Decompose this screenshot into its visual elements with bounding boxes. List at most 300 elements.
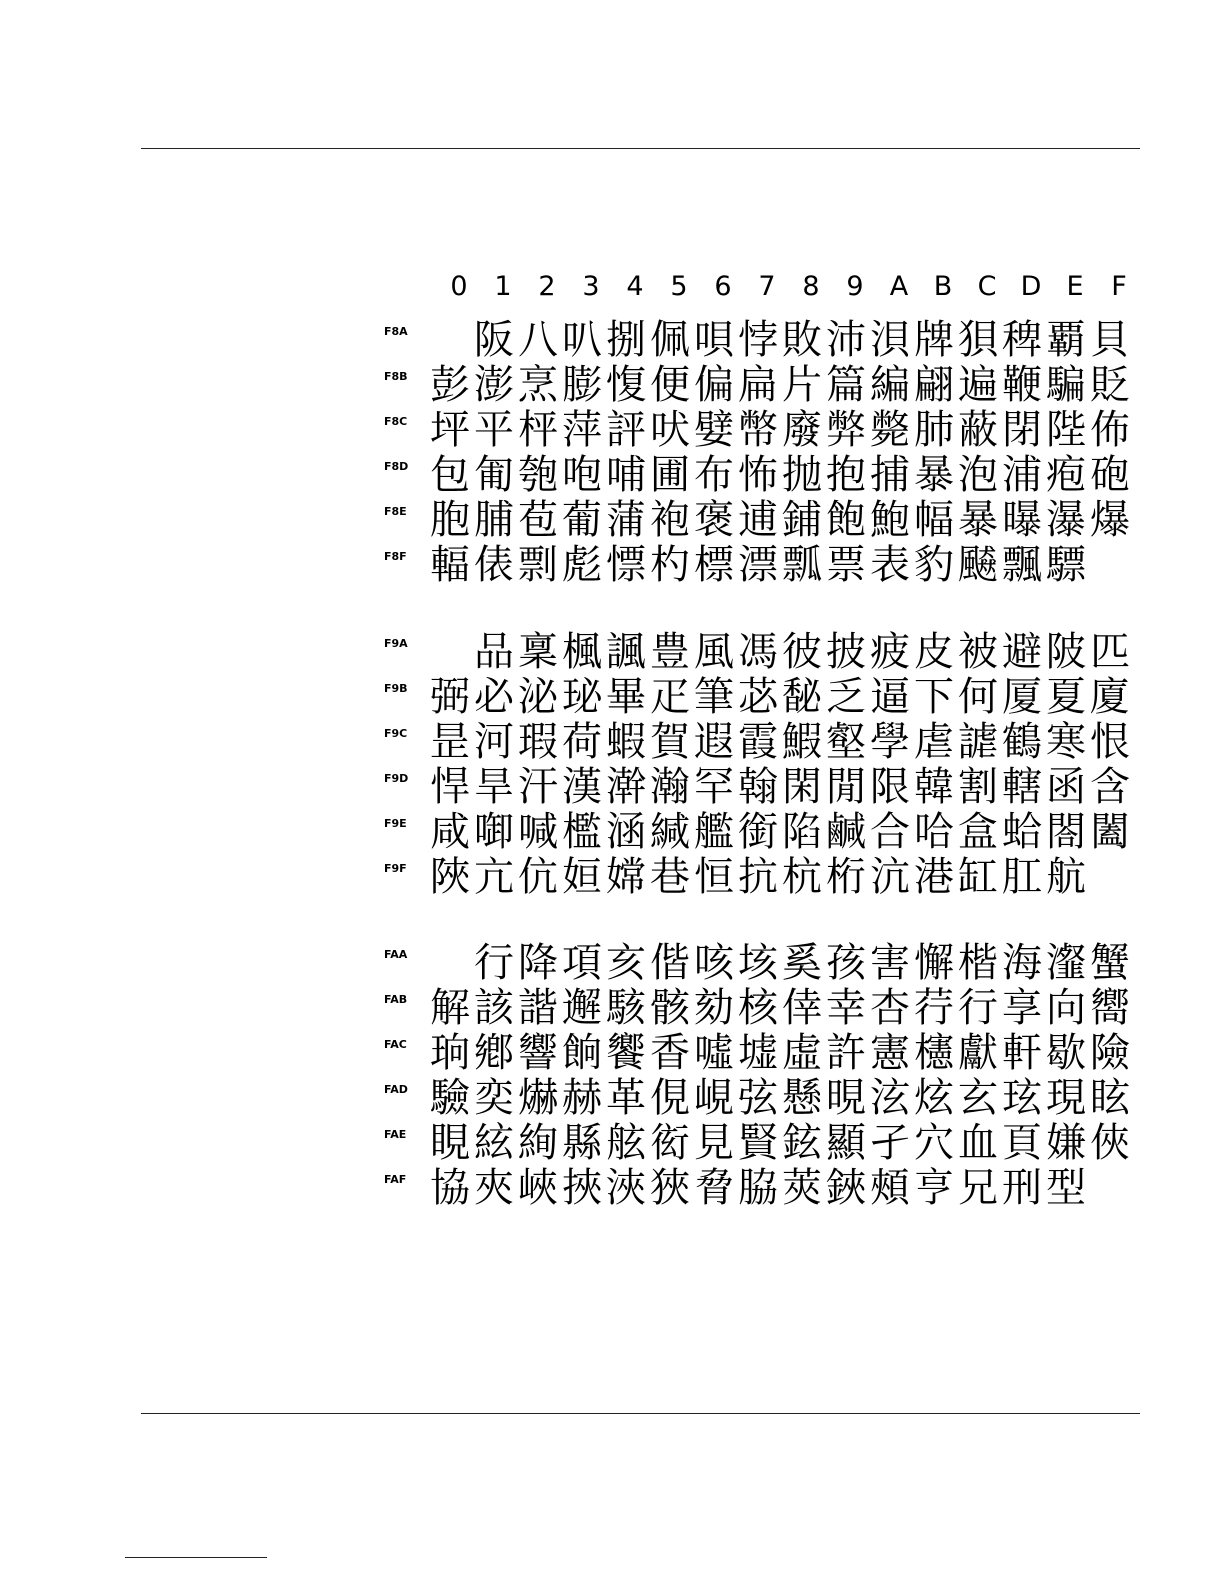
glyph-cell: 巷 — [650, 855, 690, 900]
glyph-cell: 下 — [914, 675, 954, 720]
glyph-cell: 嚮 — [1090, 986, 1130, 1031]
glyph-cell: 俵 — [474, 543, 514, 588]
glyph-cell: 澎 — [474, 363, 514, 408]
column-header: 5 — [670, 271, 688, 302]
glyph-cell: 赫 — [562, 1076, 602, 1121]
glyph-cell: 廈 — [1090, 675, 1130, 720]
glyph-cell: 廢 — [782, 408, 822, 453]
glyph-cell: 虐 — [914, 720, 954, 765]
glyph-cell: 暴 — [958, 498, 998, 543]
row-cells — [428, 453, 1132, 498]
glyph-cell: 疋 — [650, 675, 690, 720]
glyph-cell: 貶 — [1090, 363, 1130, 408]
row-cells — [428, 498, 1132, 543]
glyph-cell: 悍 — [430, 765, 470, 810]
glyph-cell: 俔 — [650, 1076, 690, 1121]
glyph-cell: 函 — [1046, 765, 1086, 810]
glyph-cell: 肺 — [914, 408, 954, 453]
glyph-cell: 海 — [1002, 941, 1042, 986]
code-block-f8 — [384, 318, 1132, 588]
glyph-cell: 害 — [870, 941, 910, 986]
column-header: 9 — [846, 271, 864, 302]
footnote-rule — [125, 1557, 267, 1558]
glyph-cell: 響 — [518, 1031, 558, 1076]
glyph-cell: 革 — [606, 1076, 646, 1121]
glyph-cell: 怖 — [738, 453, 778, 498]
glyph-cell: 型 — [1046, 1166, 1086, 1211]
row-cells — [428, 363, 1132, 408]
table-row — [384, 855, 1132, 900]
glyph-cell: 櫶 — [914, 1031, 954, 1076]
glyph-cell: 閑 — [782, 765, 822, 810]
glyph-cell: 驗 — [430, 1076, 470, 1121]
row-cells — [428, 408, 1132, 453]
row-cells — [428, 1121, 1132, 1166]
glyph-cell: 評 — [606, 408, 646, 453]
glyph-cell: 鋏 — [826, 1166, 866, 1211]
glyph-cell: 曝 — [1002, 498, 1042, 543]
glyph-cell: 避 — [1002, 630, 1042, 675]
glyph-cell: 解 — [430, 986, 470, 1031]
glyph-cell: 骸 — [650, 986, 690, 1031]
glyph-cell: 唄 — [694, 318, 734, 363]
glyph-cell: 飇 — [958, 543, 998, 588]
glyph-cell: 八 — [518, 318, 558, 363]
glyph-cell: 絃 — [474, 1121, 514, 1166]
glyph-cell: 鮑 — [870, 498, 910, 543]
glyph-cell: 墟 — [738, 1031, 778, 1076]
glyph-cell: 遐 — [694, 720, 734, 765]
glyph-cell: 航 — [1046, 855, 1086, 900]
glyph-cell: 沛 — [826, 318, 866, 363]
table-row — [384, 986, 1132, 1031]
table-row — [384, 318, 1132, 363]
glyph-cell: 悖 — [738, 318, 778, 363]
glyph-cell: 布 — [694, 453, 734, 498]
row-code-label: F9C — [384, 727, 408, 740]
glyph-cell: 浦 — [1002, 453, 1042, 498]
glyph-cell: 歇 — [1046, 1031, 1086, 1076]
header-rule — [141, 148, 1140, 149]
glyph-cell: 現 — [1046, 1076, 1086, 1121]
glyph-cell: 寒 — [1046, 720, 1086, 765]
glyph-cell: 玄 — [958, 1076, 998, 1121]
glyph-cell: 爀 — [518, 1076, 558, 1121]
glyph-cell: 飄 — [1002, 543, 1042, 588]
row-cells — [428, 543, 1132, 588]
glyph-cell: 褒 — [694, 498, 734, 543]
glyph-cell: 苾 — [738, 675, 778, 720]
glyph-cell: 幸 — [826, 986, 866, 1031]
glyph-cell: 苞 — [518, 498, 558, 543]
code-block-f9 — [384, 630, 1132, 900]
glyph-cell: 疲 — [870, 630, 910, 675]
glyph-cell: 稟 — [518, 630, 558, 675]
glyph-cell: 袍 — [650, 498, 690, 543]
row-code-label: FAD — [384, 1083, 408, 1096]
table-row — [384, 765, 1132, 810]
glyph-cell: 便 — [650, 363, 690, 408]
glyph-cell: 噓 — [694, 1031, 734, 1076]
row-code-label: FAC — [384, 1038, 407, 1051]
row-code-label: F9E — [384, 817, 407, 830]
row-cells — [428, 675, 1132, 720]
glyph-cell: 見 — [694, 1121, 734, 1166]
glyph-cell: 協 — [430, 1166, 470, 1211]
glyph-cell: 絢 — [518, 1121, 558, 1166]
glyph-cell: 蔽 — [958, 408, 998, 453]
glyph-cell: 香 — [650, 1031, 690, 1076]
glyph-cell: 珌 — [562, 675, 602, 720]
glyph-cell: 旱 — [474, 765, 514, 810]
glyph-cell: 咆 — [562, 453, 602, 498]
glyph-cell: 杓 — [650, 543, 690, 588]
glyph-cell: 晛 — [826, 1076, 866, 1121]
row-code-label: F9D — [384, 772, 409, 785]
glyph-cell: 含 — [1090, 765, 1130, 810]
glyph-cell: 兄 — [958, 1166, 998, 1211]
glyph-cell: 懈 — [914, 941, 954, 986]
glyph-cell: 篇 — [826, 363, 866, 408]
glyph-cell: 彼 — [782, 630, 822, 675]
glyph-cell: 枰 — [518, 408, 558, 453]
glyph-cell: 豹 — [914, 543, 954, 588]
glyph-cell: 向 — [1046, 986, 1086, 1031]
row-cells — [428, 941, 1132, 986]
glyph-cell: 俠 — [1090, 1121, 1130, 1166]
glyph-cell: 泡 — [958, 453, 998, 498]
glyph-cell: 學 — [870, 720, 910, 765]
glyph-cell: 弼 — [430, 675, 470, 720]
glyph-cell: 炫 — [914, 1076, 954, 1121]
glyph-cell: 謔 — [958, 720, 998, 765]
glyph-cell: 峴 — [694, 1076, 734, 1121]
glyph-cell: 瀣 — [1046, 941, 1086, 986]
glyph-cell: 鶴 — [1002, 720, 1042, 765]
glyph-cell: 行 — [474, 941, 514, 986]
glyph-cell: 葡 — [562, 498, 602, 543]
glyph-cell: 覇 — [1046, 318, 1086, 363]
glyph-cell: 抗 — [738, 855, 778, 900]
table-row — [384, 720, 1132, 765]
glyph-cell: 表 — [870, 543, 910, 588]
glyph-cell — [1088, 855, 1132, 900]
column-header: 8 — [802, 271, 820, 302]
glyph-cell: 賀 — [650, 720, 690, 765]
glyph-cell: 顯 — [826, 1121, 866, 1166]
glyph-cell: 恒 — [694, 855, 734, 900]
glyph-cell: 佩 — [650, 318, 690, 363]
glyph-cell: 鞭 — [1002, 363, 1042, 408]
glyph-cell: 愎 — [606, 363, 646, 408]
glyph-cell: 慓 — [606, 543, 646, 588]
row-code-label: F9A — [384, 637, 408, 650]
column-header: 1 — [494, 271, 512, 302]
glyph-cell: 脯 — [474, 498, 514, 543]
glyph-cell: 斃 — [870, 408, 910, 453]
glyph-cell: 肛 — [1002, 855, 1042, 900]
glyph-cell: 瓢 — [782, 543, 822, 588]
glyph-cell: 駭 — [606, 986, 646, 1031]
glyph-cell: 挾 — [562, 1166, 602, 1211]
glyph-cell: 楓 — [562, 630, 602, 675]
glyph-cell: 享 — [1002, 986, 1042, 1031]
glyph-cell: 憲 — [870, 1031, 910, 1076]
glyph-cell: 漢 — [562, 765, 602, 810]
glyph-cell: 汗 — [518, 765, 558, 810]
glyph-cell: 陜 — [430, 855, 470, 900]
glyph-cell: 伉 — [518, 855, 558, 900]
glyph-cell: 壑 — [826, 720, 866, 765]
glyph-cell: 孑 — [870, 1121, 910, 1166]
table-row — [384, 408, 1132, 453]
glyph-cell: 緘 — [650, 810, 690, 855]
table-row — [384, 941, 1132, 986]
glyph-cell: 瀚 — [650, 765, 690, 810]
column-header: 7 — [758, 271, 776, 302]
glyph-cell: 貝 — [1090, 318, 1130, 363]
glyph-cell: 鋪 — [782, 498, 822, 543]
glyph-cell: 狹 — [650, 1166, 690, 1211]
row-code-label: F8F — [384, 550, 407, 563]
table-row — [384, 363, 1132, 408]
glyph-cell: 吠 — [650, 408, 690, 453]
glyph-cell: 幅 — [914, 498, 954, 543]
table-row — [384, 543, 1132, 588]
glyph-cell: 韓 — [914, 765, 954, 810]
glyph-cell: 彪 — [562, 543, 602, 588]
glyph-cell: 逼 — [870, 675, 910, 720]
glyph-cell: 浿 — [870, 318, 910, 363]
glyph-cell: 坪 — [430, 408, 470, 453]
glyph-cell: 喊 — [518, 810, 558, 855]
glyph-cell: 乏 — [826, 675, 866, 720]
glyph-cell: 匏 — [518, 453, 558, 498]
glyph-cell: 獻 — [958, 1031, 998, 1076]
glyph-cell: 騙 — [1046, 363, 1086, 408]
glyph-cell: 楷 — [958, 941, 998, 986]
glyph-cell: 檻 — [562, 810, 602, 855]
column-header-row — [437, 270, 1141, 304]
glyph-cell: 血 — [958, 1121, 998, 1166]
table-row — [384, 1076, 1132, 1121]
glyph-cell: 偏 — [694, 363, 734, 408]
row-cells — [428, 765, 1132, 810]
glyph-cell: 風 — [694, 630, 734, 675]
column-header: C — [977, 271, 997, 302]
row-code-label: F9F — [384, 862, 407, 875]
row-code-label: FAA — [384, 948, 408, 961]
glyph-cell: 啣 — [474, 810, 514, 855]
row-cells — [428, 1166, 1132, 1211]
row-cells — [428, 720, 1132, 765]
row-code-label: FAF — [384, 1173, 407, 1186]
glyph-cell: 穴 — [914, 1121, 954, 1166]
row-cells — [428, 855, 1132, 900]
glyph-cell: 垓 — [738, 941, 778, 986]
glyph-cell: 奕 — [474, 1076, 514, 1121]
glyph-cell: 陂 — [1046, 630, 1086, 675]
glyph-cell: 標 — [694, 543, 734, 588]
glyph-cell — [428, 318, 472, 363]
glyph-cell: 恨 — [1090, 720, 1130, 765]
glyph-cell: 披 — [826, 630, 866, 675]
glyph-cell: 許 — [826, 1031, 866, 1076]
table-row — [384, 453, 1132, 498]
glyph-cell: 饗 — [606, 1031, 646, 1076]
row-code-label: FAB — [384, 993, 408, 1006]
glyph-cell: 玹 — [1002, 1076, 1042, 1121]
table-row — [384, 1031, 1132, 1076]
glyph-cell: 缸 — [958, 855, 998, 900]
glyph-cell: 阪 — [474, 318, 514, 363]
glyph-cell: 軒 — [1002, 1031, 1042, 1076]
glyph-cell: 杏 — [870, 986, 910, 1031]
glyph-cell: 幣 — [738, 408, 778, 453]
table-row — [384, 675, 1132, 720]
row-cells — [428, 1076, 1132, 1121]
column-header: 2 — [538, 271, 556, 302]
footer-rule — [141, 1413, 1140, 1414]
glyph-cell: 嫌 — [1046, 1121, 1086, 1166]
glyph-cell: 剽 — [518, 543, 558, 588]
glyph-cell: 必 — [474, 675, 514, 720]
glyph-cell: 舷 — [606, 1121, 646, 1166]
glyph-cell: 畢 — [606, 675, 646, 720]
glyph-cell — [428, 941, 472, 986]
glyph-cell: 稗 — [1002, 318, 1042, 363]
glyph-cell: 澣 — [606, 765, 646, 810]
glyph-cell: 馝 — [782, 675, 822, 720]
row-cells — [428, 986, 1132, 1031]
glyph-cell: 衒 — [650, 1121, 690, 1166]
glyph-cell: 嬖 — [694, 408, 734, 453]
glyph-cell — [428, 630, 472, 675]
glyph-cell: 霞 — [738, 720, 778, 765]
glyph-cell: 刑 — [1002, 1166, 1042, 1211]
glyph-cell: 亨 — [914, 1166, 954, 1211]
glyph-cell: 鄕 — [474, 1031, 514, 1076]
glyph-cell: 輻 — [430, 543, 470, 588]
glyph-cell: 匹 — [1090, 630, 1130, 675]
glyph-cell: 咸 — [430, 810, 470, 855]
glyph-cell: 鉉 — [782, 1121, 822, 1166]
row-cells — [428, 1031, 1132, 1076]
glyph-cell: 平 — [474, 408, 514, 453]
glyph-cell: 闔 — [1090, 810, 1130, 855]
glyph-cell: 敗 — [782, 318, 822, 363]
table-row — [384, 810, 1132, 855]
glyph-cell: 浹 — [606, 1166, 646, 1211]
glyph-cell: 港 — [914, 855, 954, 900]
glyph-cell: 涵 — [606, 810, 646, 855]
glyph-cell: 圃 — [650, 453, 690, 498]
glyph-cell: 閤 — [1046, 810, 1086, 855]
glyph-cell: 捌 — [606, 318, 646, 363]
glyph-cell: 驃 — [1046, 543, 1086, 588]
glyph-cell: 虛 — [782, 1031, 822, 1076]
glyph-cell: 翰 — [738, 765, 778, 810]
glyph-cell: 桁 — [826, 855, 866, 900]
glyph-cell: 票 — [826, 543, 866, 588]
glyph-cell: 荷 — [562, 720, 602, 765]
glyph-cell: 邂 — [562, 986, 602, 1031]
glyph-cell: 倖 — [782, 986, 822, 1031]
code-block-fa — [384, 941, 1132, 1211]
glyph-cell: 烹 — [518, 363, 558, 408]
glyph-cell: 項 — [562, 941, 602, 986]
glyph-cell: 蟹 — [1090, 941, 1130, 986]
glyph-cell: 孩 — [826, 941, 866, 986]
glyph-cell: 逋 — [738, 498, 778, 543]
glyph-cell: 砲 — [1090, 453, 1130, 498]
glyph-cell: 睍 — [430, 1121, 470, 1166]
glyph-cell: 脅 — [694, 1166, 734, 1211]
glyph-cell: 河 — [474, 720, 514, 765]
column-header: 6 — [714, 271, 732, 302]
glyph-cell: 懸 — [782, 1076, 822, 1121]
glyph-cell: 皮 — [914, 630, 954, 675]
row-code-label: FAE — [384, 1128, 407, 1141]
glyph-cell: 亢 — [474, 855, 514, 900]
glyph-cell: 胞 — [430, 498, 470, 543]
glyph-cell: 捕 — [870, 453, 910, 498]
glyph-cell: 厦 — [1002, 675, 1042, 720]
glyph-cell: 漂 — [738, 543, 778, 588]
row-cells — [428, 630, 1132, 675]
glyph-cell: 核 — [738, 986, 778, 1031]
column-header: D — [1020, 271, 1042, 302]
glyph-cell: 暴 — [914, 453, 954, 498]
glyph-cell: 合 — [870, 810, 910, 855]
glyph-cell: 偕 — [650, 941, 690, 986]
glyph-cell: 珦 — [430, 1031, 470, 1076]
glyph-cell: 限 — [870, 765, 910, 810]
row-code-label: F9B — [384, 682, 408, 695]
glyph-cell: 遍 — [958, 363, 998, 408]
column-header: F — [1111, 271, 1127, 302]
glyph-cell: 編 — [870, 363, 910, 408]
glyph-cell: 眩 — [1090, 1076, 1130, 1121]
glyph-cell: 爆 — [1090, 498, 1130, 543]
glyph-cell: 翩 — [914, 363, 954, 408]
glyph-cell: 泫 — [870, 1076, 910, 1121]
glyph-cell: 萍 — [562, 408, 602, 453]
glyph-cell: 哺 — [606, 453, 646, 498]
glyph-cell: 頰 — [870, 1166, 910, 1211]
glyph-cell: 瀑 — [1046, 498, 1086, 543]
table-row — [384, 1121, 1132, 1166]
glyph-cell: 峽 — [518, 1166, 558, 1211]
column-header: E — [1066, 271, 1084, 302]
glyph-cell: 奚 — [782, 941, 822, 986]
glyph-cell: 陷 — [782, 810, 822, 855]
glyph-cell: 抛 — [782, 453, 822, 498]
glyph-cell: 抱 — [826, 453, 866, 498]
glyph-cell: 馮 — [738, 630, 778, 675]
glyph-cell: 匍 — [474, 453, 514, 498]
glyph-cell: 轄 — [1002, 765, 1042, 810]
glyph-cell: 諷 — [606, 630, 646, 675]
glyph-cell: 降 — [518, 941, 558, 986]
glyph-cell: 扁 — [738, 363, 778, 408]
glyph-cell: 弦 — [738, 1076, 778, 1121]
row-code-label: F8C — [384, 415, 408, 428]
glyph-cell: 杭 — [782, 855, 822, 900]
glyph-cell: 彭 — [430, 363, 470, 408]
row-code-label: F8B — [384, 370, 408, 383]
glyph-cell: 包 — [430, 453, 470, 498]
